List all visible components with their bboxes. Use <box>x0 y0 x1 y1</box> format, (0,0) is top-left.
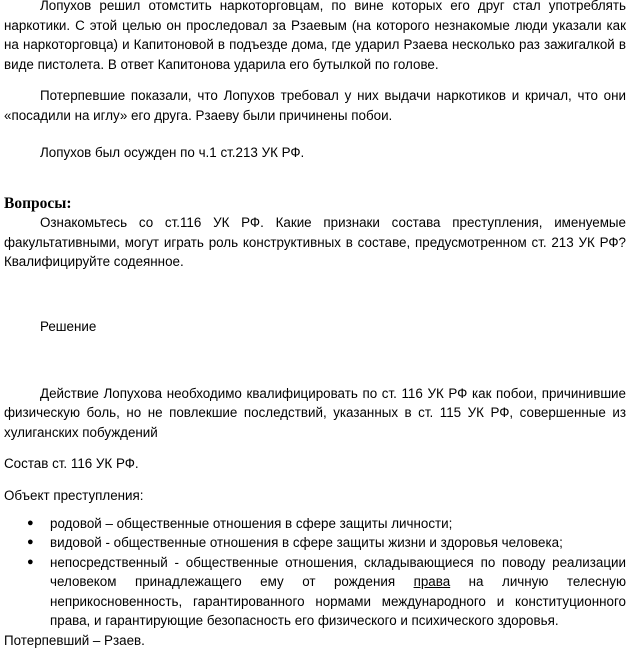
list-item-text-end: на личную телесную неприкосновенность, гарантированного нормами международного и конституционного права, и гарантирующие безопасность его физического и психического здоровья. <box>50 574 627 629</box>
list-item <box>27 514 626 534</box>
document-page <box>4 0 626 651</box>
bullet-icon: ● <box>27 516 34 529</box>
solution-title: Решение <box>40 318 97 334</box>
object-list <box>4 514 626 632</box>
case-paragraph-1: Лопухов решил отомстить наркоторговцам, по вине которых его друг стал употреблять наркотики. С этой целью он проследовал за Рзаевым (на которого незнакомые люди указали как на наркоторговца) и Капитоновой в подъезде дома, где ударил Рзаева несколько раз зажигалкой в виде пистолета. В ответ Капитонова ударила его бутылкой по голове. <box>4 0 626 72</box>
list-item <box>27 533 626 553</box>
case-paragraph-2: Потерпевшие показали, что Лопухов требовал у них выдачи наркотиков и кричал, что они «посадили на иглу» его друга. Рзаеву были причинены побои. <box>4 88 626 123</box>
rights-link[interactable]: права <box>413 574 451 590</box>
bullet-icon: ● <box>27 536 34 549</box>
composition-line: Состав ст. 116 УК РФ. <box>4 456 139 472</box>
list-item-text: родовой – общественные отношения в сфере защиты личности; <box>50 515 453 531</box>
solution-paragraph: Действие Лопухова необходимо квалифицировать по ст. 116 УК РФ как побои, причинившие физическую боль, но не повлекшие последствий, указанных в ст. 115 УК РФ, совершенные из хулиганских побуждений <box>4 385 626 440</box>
bullet-icon: ● <box>27 555 34 568</box>
list-item-text: видовой - общественные отношения в сфере защиты жизни и здоровья человека; <box>50 535 563 551</box>
questions-heading: Вопросы: <box>4 195 72 213</box>
questions-text: Ознакомьтесь со ст.116 УК РФ. Какие признаки состава преступления, именуемые факультативными, могут играть роль конструктивных в составе, предусмотренном ст. 213 УК РФ? Квалифицируйте содеянное. <box>4 215 626 270</box>
list-item <box>27 553 627 631</box>
list-item-text-start: непосредственный - общественные отношения, складывающиеся по поводу реализации человеком принадлежащего ему от рождения <box>50 554 626 590</box>
object-label: Объект преступления: <box>4 487 144 503</box>
case-paragraph-3: Лопухов был осужден по ч.1 ст.213 УК РФ. <box>40 144 305 160</box>
victim-line: Потерпевший – Рзаев. <box>4 633 145 649</box>
